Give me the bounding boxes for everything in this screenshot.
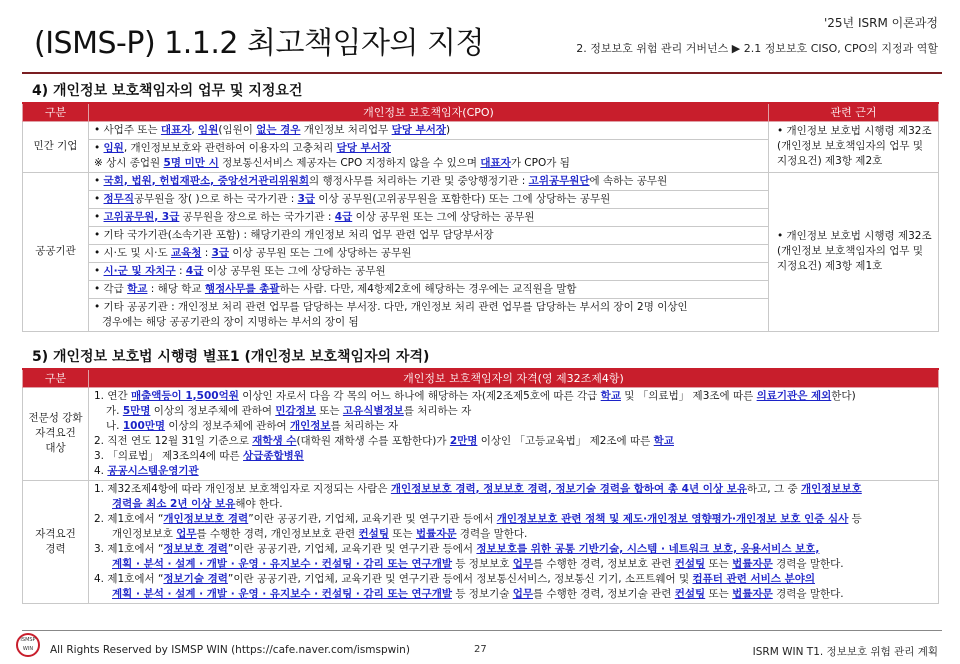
title-divider [22,72,942,74]
footer-course-title: ISRM WIN T1. 정보보호 위험 관리 계획 [752,646,938,658]
category-cell: 공공기관 [23,172,89,331]
requirement-cell: • 정무직공무원을 장( )으로 하는 국가기관 : 3급 이상 공무원(고위공무원을 포함한다) 또는 그에 상당하는 공무원 [89,190,769,208]
qualification-cell: 1. 제32조제4항에 따라 개인정보 보호책임자로 지정되는 사람은 개인정보보호 경력, 정보보호 경력, 정보기술 경력을 합하여 총 4년 이상 보유하고, 그 중 개인정보보호 경력을 최소 2년 이상 보유해야 한다. 2. 제1호에서 “개인정보보호 경력”이란 공공기관, 기업체, 교육기관 및 연구기관 등에서 개인정보보호 관련 정책 및 제도·개인정보 영향평가·개인정보 보호 인증 심사 등 개인정보보호 업무를 수행한 경력, 개인정보보호 관련 컨설팅 또는 법률자문 경력을 말한다. 3. 제1호에서 “정보보호 경력”이란 공공기관, 기업체, 교육기관 및 연구기관 등에서 정보보호를 위한 공통 기반기술, 시스템 · 네트워크 보호, 응용서비스 보호, 계획 · 분석 · 설계 · 개발 · 운영 · 유지보수 · 컨설팅 · 감리 또는 연구개발 등 정보보호 업무를 수행한 경력, 정보보호 관련 컨설팅 또는 법률자문 경력을 말한다. 4. 제1호에서 “정보기술 경력”이란 공공기관, 기업체, 교육기관 및 연구기관 등에서 정보통신서비스, 정보통신 기기, 소프트웨어 및 컴퓨터 관련 서비스 분야의 계획 · 분석 · 설계 · 개발 · 운영 · 유지보수 · 컨설팅 · 감리 또는 연구개발 등 정보기술 업무를 수행한 경력, 정보기술 관련 컨설팅 또는 법률자문 경력을 말한다. [89,480,939,603]
requirement-cell: • 시·도 및 시·도 교육청 : 3급 이상 공무원 또는 그에 상당하는 공무원 [89,244,769,262]
table-row [23,387,939,480]
breadcrumb: 2. 정보보호 위험 관리 거버넌스 ▶ 2.1 정보보호 CISO, CPO의 지정과 역할 [576,42,938,55]
cpo-qualification-table [22,368,939,604]
column-header: 개인정보 보호책임자의 자격(영 제32조제4항) [89,369,939,387]
requirement-cell: • 기타 공공기관 : 개인정보 처리 관련 업무를 담당하는 부서장. 다만, 개인정보 처리 관련 업무를 담당하는 부서의 장이 2명 이상인 경우에는 해당 공공기관의 장이 지명하는 부서의 장이 됨 [89,298,769,331]
category-cell: 자격요건 경력 [23,480,89,603]
table-row [23,480,939,603]
basis-cell: • 개인정보 보호법 시행령 제32조(개인정보 보호책임자의 업무 및 지정요건) 제3항 제1호 [769,172,939,331]
requirement-cell: • 사업주 또는 대표자, 임원(임원이 없는 경우 개인정보 처리업무 담당 부서장) [89,121,769,139]
category-cell: 전문성 강화 자격요건 대상 [23,387,89,480]
requirement-cell: • 각급 학교 : 해당 학교 행정사무를 총괄하는 사람. 다만, 제4항제2호에 해당하는 경우에는 교직원을 말함 [89,280,769,298]
column-header: 구분 [23,369,89,387]
page-title: (ISMS-P) 1.1.2 최고책임자의 지정 [34,26,484,61]
table-row [23,172,939,190]
column-header: 개인정보 보호책임자(CPO) [89,103,769,121]
table-header-row [23,369,939,387]
column-header: 관련 근거 [769,103,939,121]
requirement-cell: • 시·군 및 자치구 : 4급 이상 공무원 또는 그에 상당하는 공무원 [89,262,769,280]
ismsp-win-logo: ISMSP WIN [16,633,40,657]
table-header-row [23,103,939,121]
qualification-cell: 1. 연간 매출액등이 1,500억원 이상인 자로서 다음 각 목의 어느 하나에 해당하는 자(제2조제5호에 따른 각급 학교 및 「의료법」 제3조에 따른 의료기관은 제외한다) 가. 5만명 이상의 정보주체에 관하여 민감정보 또는 고유식별정보를 처리하는 자 나. 100만명 이상의 정보주체에 관하여 개인정보를 처리하는 자 2. 직전 연도 12월 31일 기준으로 재학생 수(대학원 재학생 수를 포함한다)가 2만명 이상인 「고등교육법」 제2조에 따른 학교 3. 「의료법」 제3조의4에 따른 상급종합병원 4. 공공시스템운영기관 [89,387,939,480]
requirement-cell: • 기타 국가기관(소속기관 포함) : 해당기관의 개인정보 처리 업무 관련 업무 담당부서장 [89,226,769,244]
footer-divider [22,630,942,631]
copyright-text: All Rights Reserved by ISMSP WIN (https://cafe.naver.com/ismspwin) [50,644,410,656]
section-4-heading: 4) 개인정보 보호책임자의 업무 및 지정요건 [32,83,303,99]
category-cell: 민간 기업 [23,121,89,172]
requirement-cell: • 임원, 개인정보보호와 관련하여 이용자의 고충처리 담당 부서장 ※ 상시 종업원 5명 미만 시 정보통신서비스 제공자는 CPO 지정하지 않을 수 있으며 대표자가 CPO가 됨 [89,139,769,172]
column-header: 구분 [23,103,89,121]
section-5-heading: 5) 개인정보 보호법 시행령 별표1 (개인정보 보호책임자의 자격) [32,349,430,365]
table-row [23,121,939,139]
requirement-cell: • 고위공무원, 3급 공무원을 장으로 하는 국가기관 : 4급 이상 공무원 또는 그에 상당하는 공무원 [89,208,769,226]
page-number: 27 [474,644,487,655]
course-label: '25년 ISRM 이론과정 [823,16,938,30]
requirement-cell: • 국회, 법원, 헌법재판소, 중앙선거관리위원회의 행정사무를 처리하는 기관 및 중앙행정기관 : 고위공무원단에 속하는 공무원 [89,172,769,190]
cpo-duties-table [22,102,939,332]
basis-cell: • 개인정보 보호법 시행령 제32조(개인정보 보호책임자의 업무 및 지정요건) 제3항 제2호 [769,121,939,172]
